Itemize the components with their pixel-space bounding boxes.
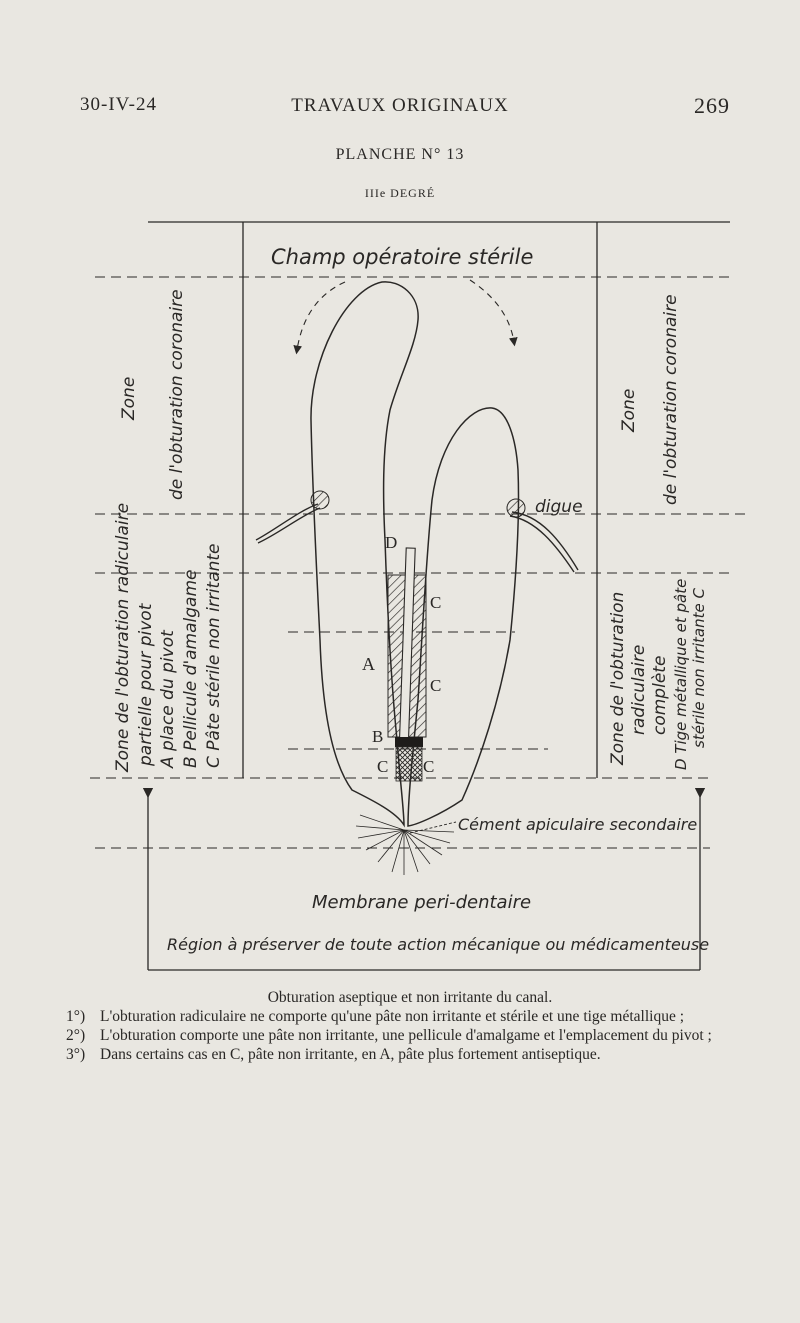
item-number: 3°) — [66, 1046, 86, 1063]
left-zone-crown-line1: Zone — [119, 376, 139, 420]
field-arrows — [297, 280, 514, 350]
item-text: L'obturation radiculaire ne comporte qu'une pâte non irritante et stérile et une tige métallique ; — [100, 1008, 685, 1025]
region-label: Région à préserver de toute action mécanique ou médicamenteuse — [167, 935, 710, 954]
dam-label: digue — [535, 497, 583, 517]
dam-clamp-right — [507, 499, 525, 517]
marker-c-right: C — [423, 757, 435, 776]
field-label: Champ opératoire stérile — [271, 245, 534, 269]
marker-b: B — [372, 727, 384, 746]
right-zone-root-line2: radiculaire — [629, 644, 649, 735]
caption-item — [0, 1045, 800, 1064]
marker-c-middle: C — [430, 676, 442, 695]
membrane-label: Membrane peri-dentaire — [312, 892, 532, 913]
plate-degree: IIIe DEGRÉ — [364, 186, 436, 200]
periodontal-fibers — [356, 815, 454, 875]
dam-clamp-left — [311, 491, 329, 509]
legend-b: B Pellicule d'amalgame — [181, 569, 201, 768]
sterile-paste-c — [396, 747, 422, 781]
item-text: L'obturation comporte une pâte non irritante, une pellicule d'amalgame et l'emplacement du pivot ; — [100, 1027, 712, 1044]
figure-caption — [0, 988, 800, 1064]
marker-d: D — [385, 533, 398, 552]
right-zone-crown-line1: Zone — [619, 388, 639, 432]
page-number: 269 — [694, 93, 730, 118]
right-zone-root-line1: Zone de l'obturation — [608, 591, 628, 765]
marker-a: A — [362, 654, 375, 674]
amalgam-film — [395, 737, 423, 747]
item-number: 1°) — [66, 1008, 86, 1025]
legend-c: C Pâte stérile non irritante — [204, 543, 224, 768]
running-date: 30-IV-24 — [80, 94, 157, 115]
left-zone-crown-line2: de l'obturation coronaire — [167, 289, 187, 500]
marker-c-left: C — [377, 757, 389, 776]
caption-main: Obturation aseptique et non irritante du canal. — [267, 989, 553, 1006]
left-zone-root-line1: Zone de l'obturation radiculaire — [113, 502, 133, 772]
cement-label: Cément apiculaire secondaire — [458, 815, 698, 834]
right-zone-root-line3: complète — [650, 655, 670, 735]
legend-d-line1: D Tige métallique et pâte — [672, 578, 690, 770]
item-text: Dans certains cas en C, pâte non irritante, en A, pâte plus fortement antiseptique. — [100, 1046, 601, 1063]
caption-item — [0, 1007, 800, 1026]
legend-d-line2: stérile non irritante C — [690, 588, 708, 748]
marker-c-upper: C — [430, 593, 442, 612]
caption-item — [0, 1026, 800, 1045]
left-zone-root-line2: partielle pour pivot — [136, 603, 156, 766]
right-zone-crown-line2: de l'obturation coronaire — [661, 294, 681, 505]
running-section-title: TRAVAUX ORIGINAUX — [291, 95, 509, 116]
plate-title: PLANCHE N° 13 — [335, 146, 465, 163]
legend-a: A place du pivot — [158, 630, 178, 768]
item-number: 2°) — [66, 1027, 86, 1044]
